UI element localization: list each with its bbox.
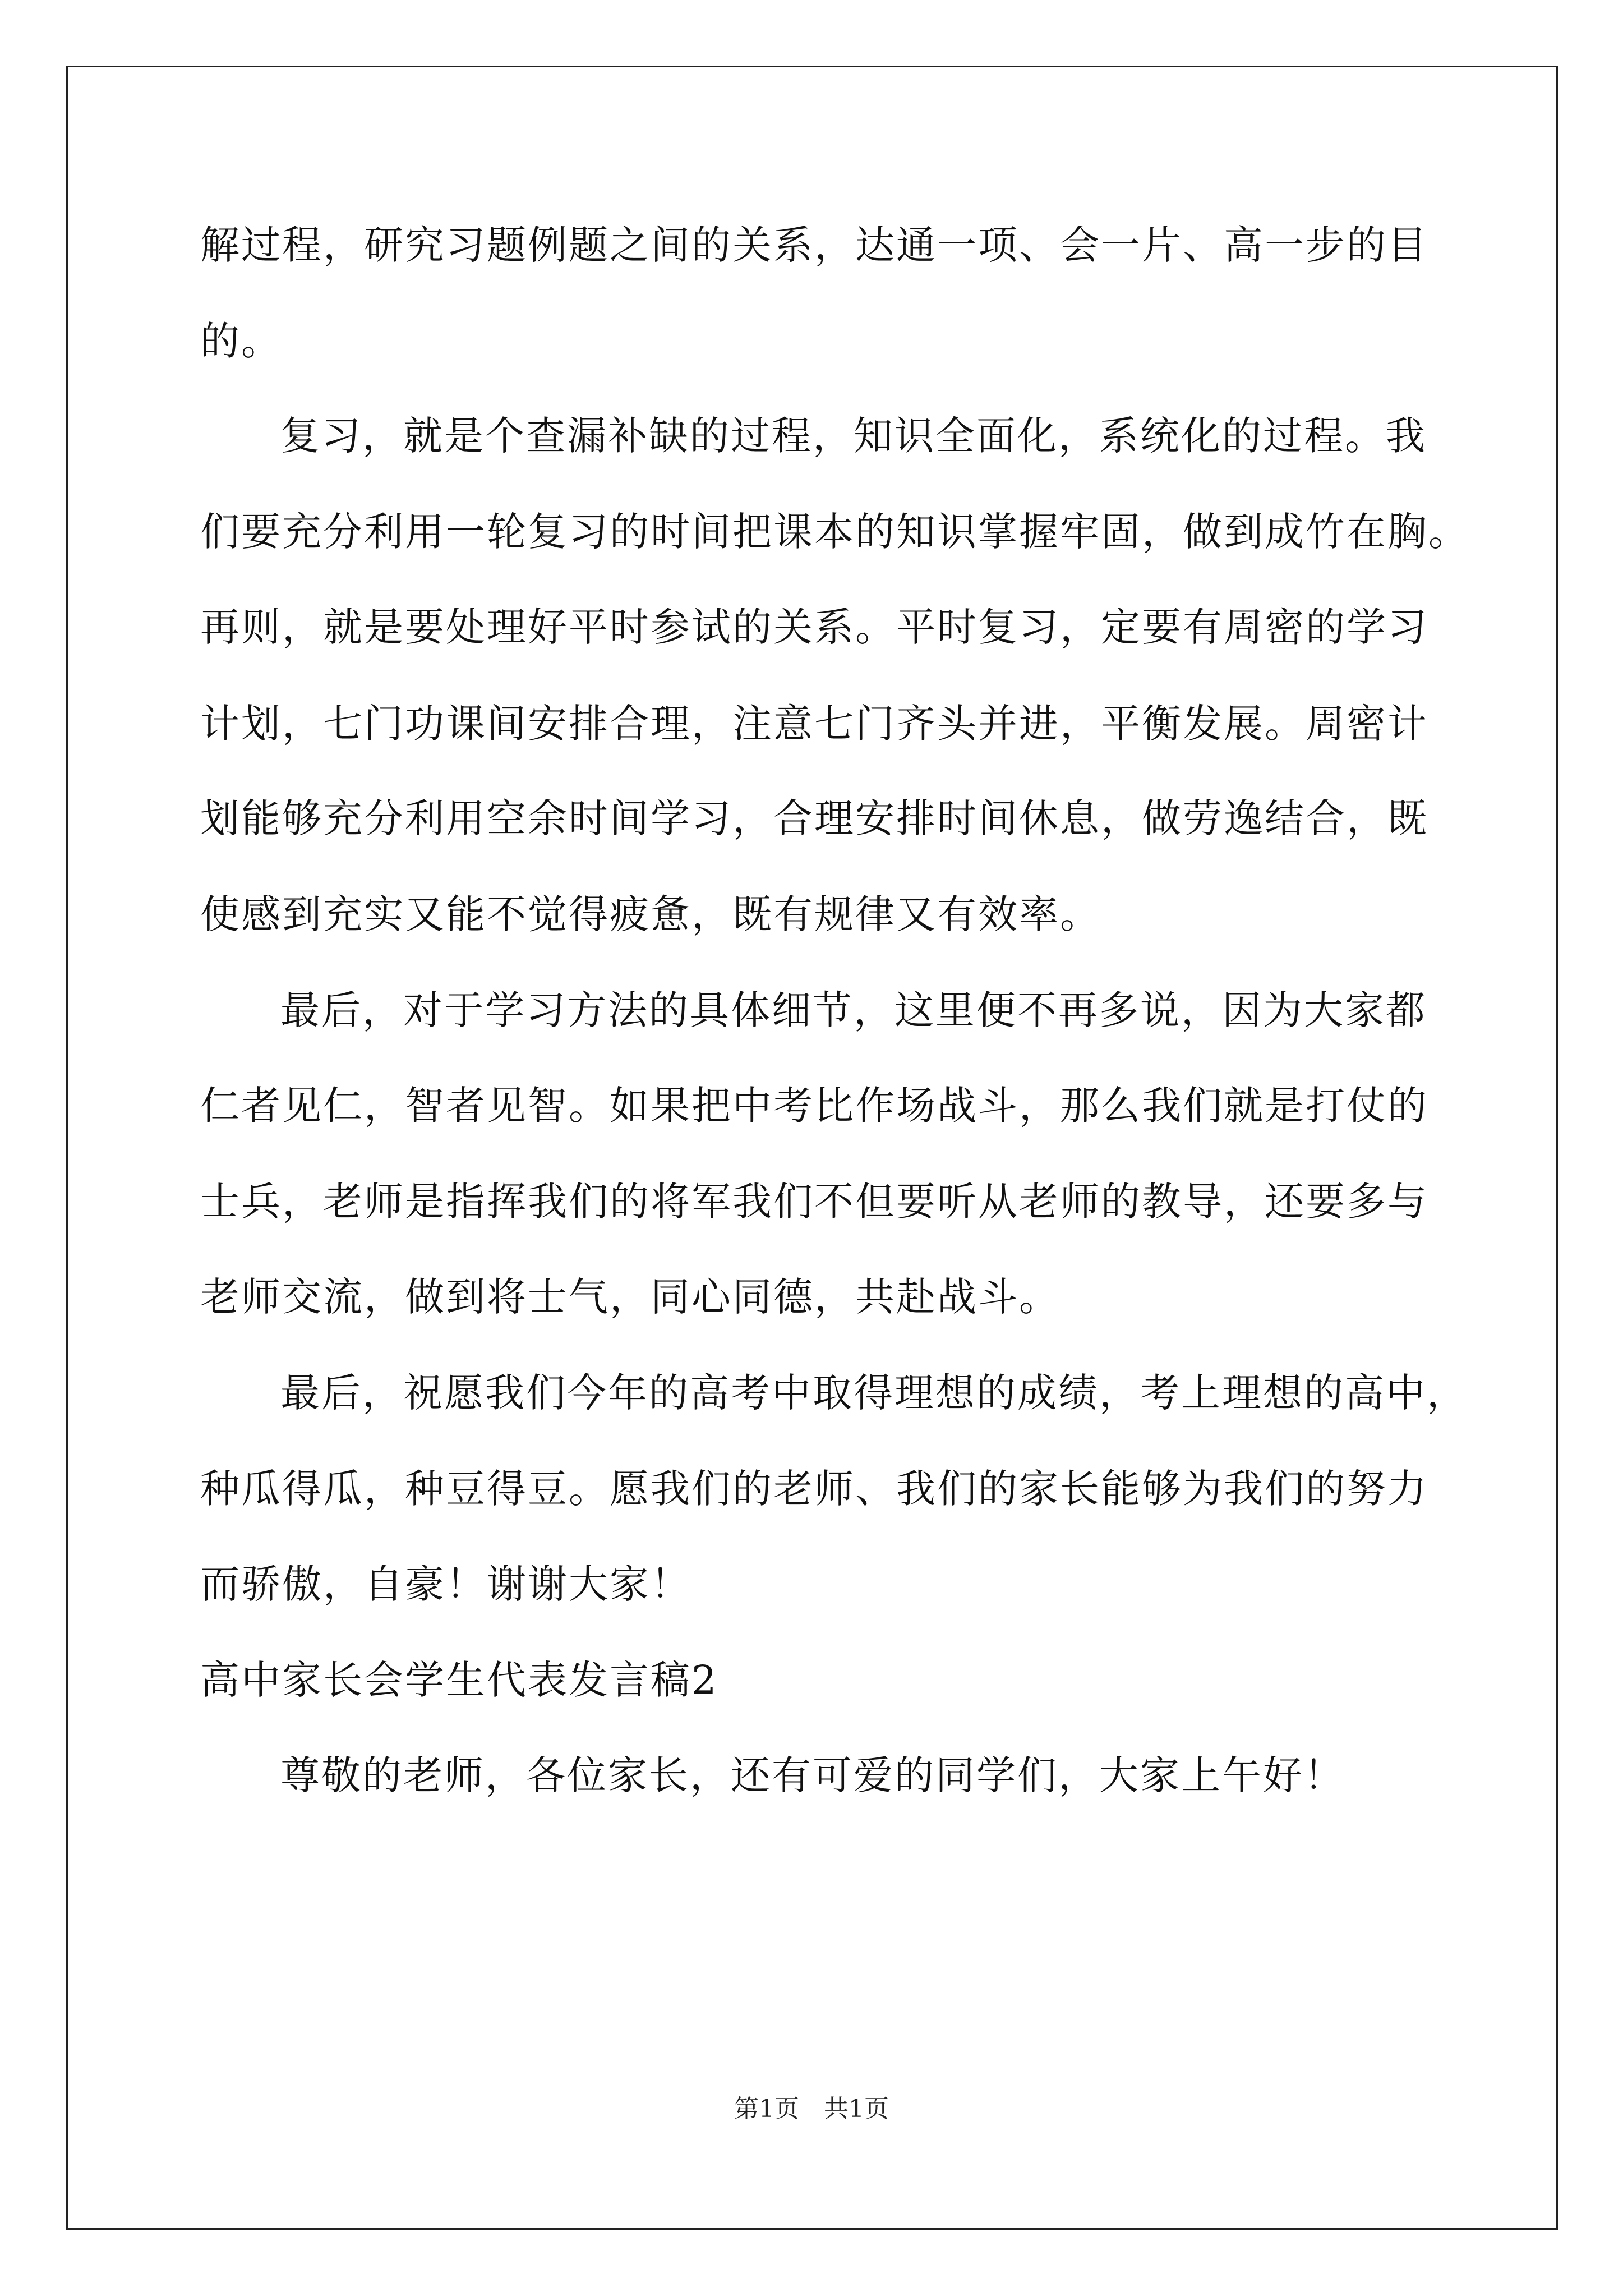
paragraph-line: 仁者见仁，智者见智。如果把中考比作场战斗，那么我们就是打仗的 [200,1083,1428,1129]
paragraph-line: 尊敬的老师，各位家长，还有可爱的同学们，大家上午好！ [280,1752,1345,1798]
paragraph-line: 种瓜得瓜，种豆得豆。愿我们的老师、我们的家长能够为我们的努力 [200,1466,1428,1512]
paragraph-line: 最后，祝愿我们今年的高考中取得理想的成绩，考上理想的高中， [280,1370,1468,1416]
paragraph-line: 复习，就是个查漏补缺的过程，知识全面化，系统化的过程。我 [280,413,1427,459]
paragraph-line: 士兵，老师是指挥我们的将军我们不但要听从老师的教导，还要多与 [200,1179,1428,1225]
section-heading: 高中家长会学生代表发言稿2 [200,1657,718,1703]
paragraph-line: 而骄傲，自豪！谢谢大家！ [200,1561,691,1607]
paragraph-line: 最后，对于学习方法的具体细节，这里便不再多说，因为大家都 [280,987,1427,1033]
paragraph-line: 使感到充实又能不觉得疲惫，既有规律又有效率。 [200,891,1101,937]
paragraph-line: 划能够充分利用空余时间学习，合理安排时间休息，做劳逸结合，既 [200,795,1428,841]
paragraph-line: 的。 [200,318,282,364]
paragraph-line: 老师交流，做到将士气，同心同德，共赴战斗。 [200,1274,1060,1320]
page-footer: 第1页 共1页 [734,2095,889,2123]
paragraph-line: 们要充分利用一轮复习的时间把课本的知识掌握牢固，做到成竹在胸。 [200,509,1469,555]
paragraph-line: 再则，就是要处理好平时参试的关系。平时复习，定要有周密的学习 [200,604,1428,650]
page-border [66,66,1558,2230]
paragraph-line: 解过程，研究习题例题之间的关系，达通一项、会一片、高一步的目 [200,222,1428,268]
paragraph-line: 计划，七门功课间安排合理，注意七门齐头并进，平衡发展。周密计 [200,701,1428,747]
